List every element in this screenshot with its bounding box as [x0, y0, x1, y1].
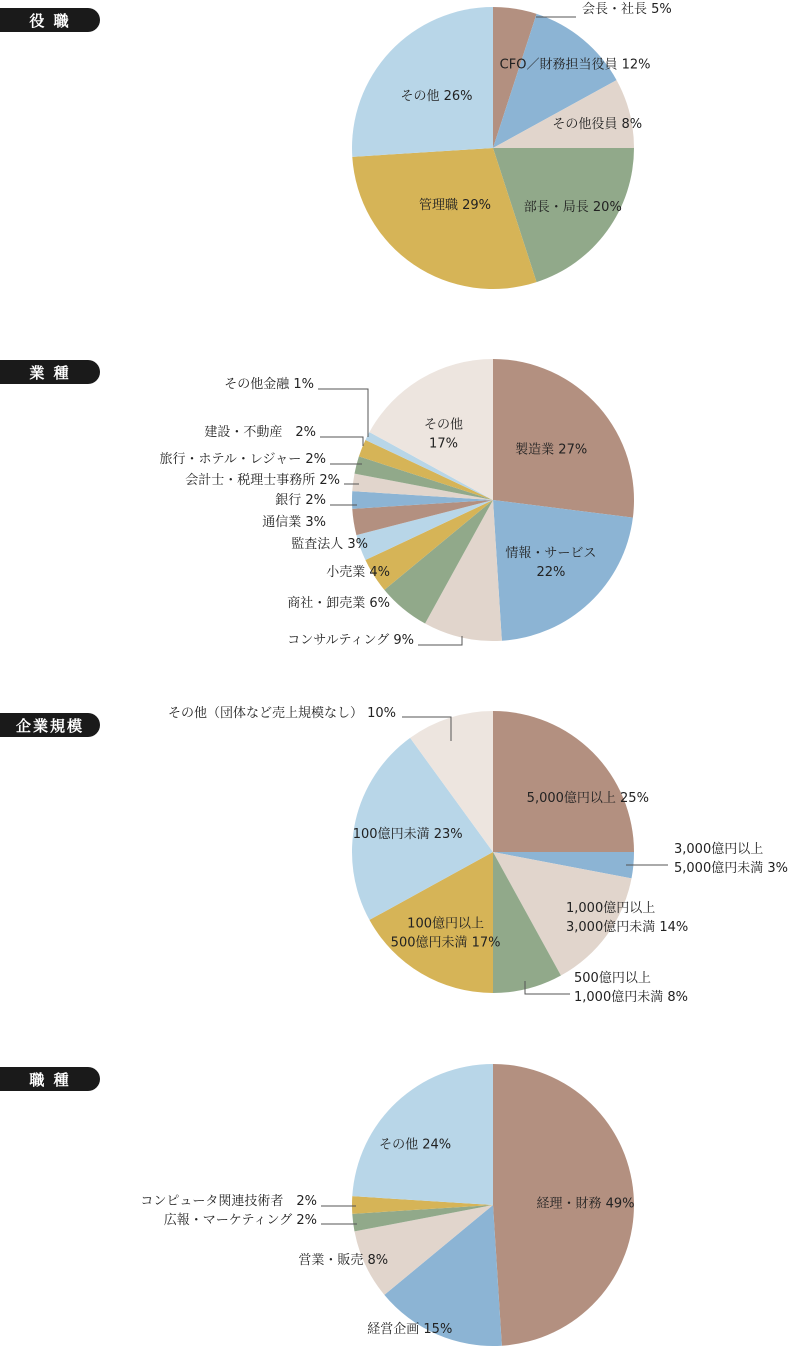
pie-slice: [493, 711, 634, 852]
chart-title: 企業規模: [15, 716, 84, 735]
slice-label: 商社・卸売業 6%: [287, 596, 390, 611]
slice-label: その他金融 1%: [224, 377, 314, 392]
slice-label: 監査法人 3%: [291, 537, 368, 552]
slice-label: 5,000億円以上 25%: [526, 791, 649, 807]
pie-slice: [493, 359, 634, 518]
slice-label: 通信業 3%: [262, 515, 326, 530]
slice-label: コンピュータ関連技術者 2%: [140, 1194, 317, 1209]
slice-label: 1,000億円以上 3,000億円未満 14%: [566, 901, 689, 935]
slice-label: 経営企画 15%: [367, 1321, 453, 1337]
slice-label: 会長・社長 5%: [582, 2, 672, 17]
slice-label: 旅行・ホテル・レジャー 2%: [159, 452, 326, 467]
slice-label: コンサルティング 9%: [287, 633, 414, 648]
chart-title: 業 種: [29, 363, 71, 382]
chart-section-company-size: [0, 705, 807, 1025]
slice-label: 500億円以上 1,000億円未満 8%: [574, 971, 688, 1005]
leader-line: [320, 437, 363, 446]
slice-label: 管理職 29%: [418, 198, 492, 213]
slice-label: 情報・サービス 22%: [505, 546, 597, 581]
pie-chart-job-type: [0, 1055, 807, 1360]
slice-label: その他 26%: [400, 88, 473, 104]
slice-label: 部長・局長 20%: [523, 200, 622, 215]
pie-slice: [352, 1064, 493, 1205]
slice-label: 100億円以上 500億円未満 17%: [390, 916, 501, 951]
pie-chart-position: [0, 0, 807, 300]
slice-label: 3,000億円以上 5,000億円未満 3%: [674, 842, 788, 876]
pie-chart-company-size: [0, 705, 807, 1025]
chart-section-job-type: [0, 1055, 807, 1360]
slice-label: CFO／財務担当役員 12%: [499, 57, 651, 73]
slice-label: その他（団体など売上規模なし） 10%: [167, 706, 396, 721]
leader-line: [418, 636, 462, 645]
chart-title: 職 種: [29, 1070, 71, 1089]
slice-label: 銀行 2%: [275, 493, 326, 508]
pie-slice: [352, 7, 493, 157]
chart-title: 役 職: [29, 11, 71, 30]
pie-chart-industry: [0, 352, 807, 672]
slice-label: 経理・財務 49%: [536, 1196, 635, 1212]
slice-label: 小売業 4%: [326, 565, 390, 580]
leader-line: [318, 389, 368, 437]
slice-label: 製造業 27%: [515, 442, 588, 458]
chart-section-industry: [0, 352, 807, 672]
slice-label: 建設・不動産 2%: [204, 425, 316, 440]
slice-label: 広報・マーケティング 2%: [163, 1213, 317, 1228]
chart-section-position: [0, 0, 807, 300]
slice-label: 営業・販売 8%: [298, 1253, 389, 1268]
slice-label: その他 17%: [423, 417, 464, 452]
slice-label: その他 24%: [379, 1137, 452, 1153]
slice-label: 会計士・税理士事務所 2%: [185, 473, 340, 488]
slice-label: その他役員 8%: [552, 116, 643, 132]
slice-label: 100億円未満 23%: [352, 826, 463, 842]
